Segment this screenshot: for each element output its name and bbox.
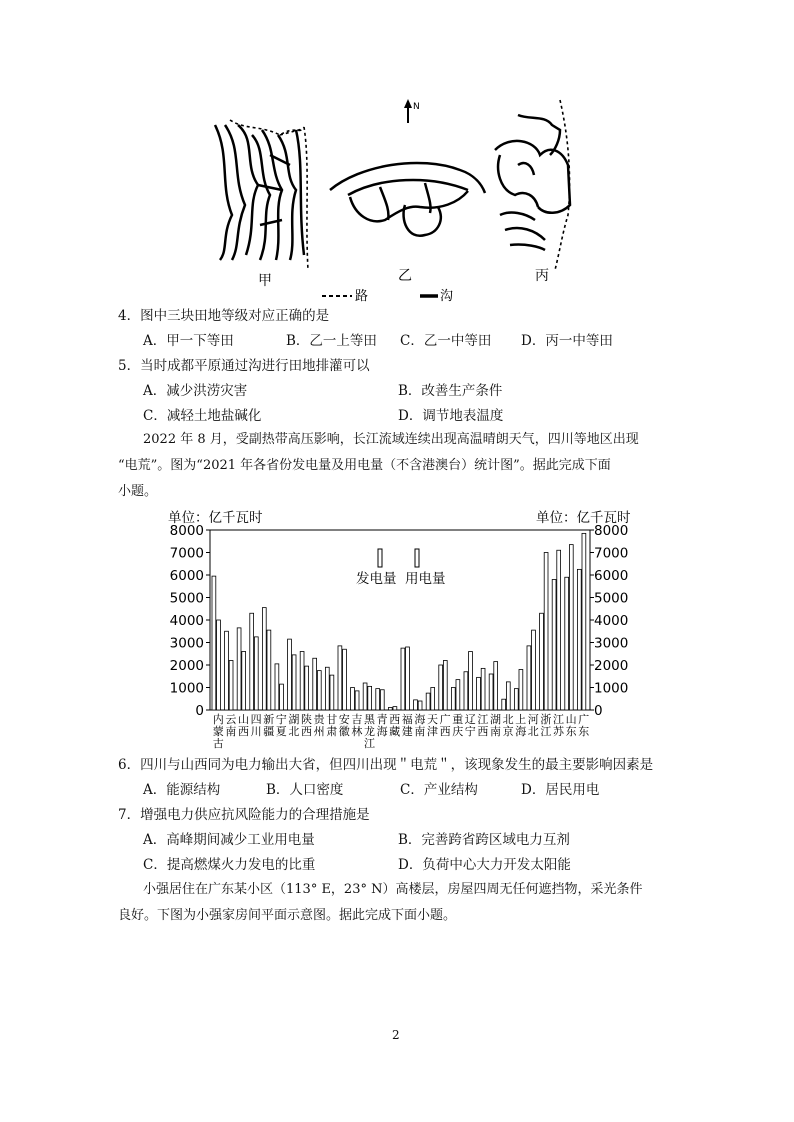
bar-consumption [355,691,359,710]
question-4-option-b[interactable]: B．乙一上等田 [286,333,377,349]
category-label: 东 [578,725,590,738]
question-4-option-c[interactable]: C．乙一中等田 [400,333,492,349]
bar-generation [439,665,443,710]
y-tick-label-left: 7000 [169,545,204,562]
bar-generation [300,652,304,711]
y-tick-label-right: 6000 [594,568,629,584]
y-tick-label-left: 0 [195,703,204,719]
category-label: 西 [301,725,312,738]
question-4-option-a[interactable]: A．甲一下等田 [143,333,234,349]
legend-ditch-label: 沟 [440,289,454,304]
y-tick-label-left: 2000 [169,658,204,674]
label-jia: 甲 [258,273,272,289]
bar-generation [212,576,216,710]
category-label: 川 [250,725,262,738]
bar-consumption [242,652,246,711]
y-tick-label-right: 1000 [594,680,629,697]
bar-consumption [229,661,233,711]
bar-generation [565,577,569,710]
category-label: 海 [515,725,527,738]
category-label: 安 [338,713,350,726]
question-7-option-d[interactable]: D．负荷中心大力开发太阳能 [398,857,571,873]
bar-generation [225,631,229,710]
category-label: 天 [427,713,438,726]
question-5-option-c[interactable]: C．减轻土地盐碱化 [143,408,262,424]
category-label: 山 [238,713,249,726]
road-bing [555,100,570,270]
bar-generation [426,693,430,710]
bar-generation [577,569,581,710]
north-label: N [413,102,420,112]
category-label: 四 [250,713,262,726]
category-label: 龙 [364,725,375,738]
category-label: 西 [238,725,249,738]
question-4-option-d[interactable]: D．丙一中等田 [521,333,613,349]
category-label: 宁 [464,725,476,738]
bar-consumption [431,688,435,711]
category-label: 东 [565,725,577,738]
question-4-stem: 4．图中三块田地等级对应正确的是 [118,308,330,324]
category-label: 海 [376,725,388,738]
chart-unit-right: 单位：亿千瓦时 [536,510,631,526]
y-tick-label-left: 8000 [169,523,204,539]
bar-consumption [519,670,523,711]
category-label: 吉 [351,713,363,726]
question-6-option-a[interactable]: A．能源结构 [143,782,221,798]
bar-consumption [267,630,271,710]
category-label: 甘 [326,713,338,726]
bar-generation [262,608,266,710]
bar-generation [313,658,317,710]
category-label: 南 [414,725,426,738]
intro-2-line-1: 小强居住在广东某小区（113° E，23° N）高楼层，房屋四周无任何遮挡物，采光条件 [143,882,643,897]
category-label: 广 [439,713,451,726]
category-label: 新 [263,713,275,726]
category-label: 肃 [326,725,338,738]
legend-label-generation: 发电量 [356,571,397,587]
bar-consumption [532,630,536,710]
y-tick-label-right: 7000 [594,545,629,562]
category-label: 西 [389,713,401,726]
y-tick-label-right: 5000 [594,590,629,607]
bar-consumption [393,707,397,710]
category-label: 疆 [263,725,275,738]
category-label: 江 [540,725,552,738]
y-tick-label-left: 1000 [169,680,204,697]
field-jia [215,125,304,260]
question-7-option-a[interactable]: A．高峰期间减少工业用电量 [143,832,315,848]
bar-consumption [544,553,548,711]
bar-generation [351,688,355,711]
bar-generation [414,700,418,710]
bar-consumption [368,686,372,710]
category-label: 广 [578,713,590,726]
bar-consumption [569,545,573,710]
field-map [200,95,600,305]
intro-1-line-2: “电荒”。图为“2021 年各省份发电量及用电量（不含港澳台）统计图”。据此完成下面 [118,458,611,473]
category-label: 内 [212,713,224,726]
bar-consumption [292,655,296,710]
category-label: 北 [502,713,514,726]
category-label: 津 [427,725,438,738]
category-label: 云 [225,713,237,726]
category-label: 河 [527,713,539,726]
legend-label-consumption: 用电量 [405,571,446,587]
y-tick-label-left: 5000 [169,590,204,607]
category-label: 林 [351,725,363,738]
page-number: 2 [392,1028,400,1042]
question-5-option-b[interactable]: B．改善生产条件 [398,383,503,399]
question-7-stem: 7．增强电力供应抗风险能力的合理措施是 [118,807,370,823]
bar-consumption [343,649,347,710]
question-7-option-c[interactable]: C．提高燃煤火力发电的比重 [143,857,316,873]
category-label: 北 [527,725,539,738]
bar-consumption [469,652,473,711]
category-label: 西 [439,725,451,738]
y-tick-label-right: 0 [594,703,603,719]
y-tick-label-right: 4000 [594,613,629,629]
bar-consumption [582,533,586,710]
intro-2-line-2: 良好。下图为小强家房间平面示意图。据此完成下面小题。 [118,908,457,923]
category-label: 苏 [553,725,564,738]
electricity-chart [160,505,640,750]
intro-1-line-1: 2022 年 8 月，受副热带高压影响，长江流域连续出现高温晴朗天气，四川等地区出现 [143,432,639,447]
category-label: 南 [225,725,237,738]
question-6-option-b[interactable]: B．人口密度 [266,782,344,798]
y-tick-label-right: 2000 [594,658,629,674]
bar-generation [325,667,329,710]
legend-road-label: 路 [355,289,369,304]
legend-swatch-consumption [415,549,419,567]
intro-1-line-3: 小题。 [118,484,158,499]
bar-generation [237,628,241,710]
category-label: 宁 [275,713,287,726]
bar-consumption [305,666,309,710]
bar-generation [552,580,556,711]
bar-consumption [557,550,561,710]
category-label: 庆 [452,725,464,738]
legend-swatch-generation [378,549,382,567]
map-legend [322,289,453,304]
bar-generation [363,683,367,710]
bar-generation [250,613,254,710]
bar-generation [514,689,518,710]
bar-consumption [406,647,410,710]
category-label: 江 [477,713,489,726]
bar-generation [464,672,468,710]
category-label: 湖 [288,713,300,726]
category-label: 海 [414,713,426,726]
question-5-option-d[interactable]: D．调节地表温度 [398,408,504,424]
label-yi: 乙 [398,268,412,284]
bar-generation [540,613,544,710]
bar-consumption [506,682,510,710]
category-label: 西 [477,725,489,738]
category-label: 辽 [464,713,476,726]
question-5-option-a[interactable]: A．减少洪涝灾害 [143,383,248,399]
bar-generation [275,664,279,710]
category-label: 北 [288,725,300,738]
bar-generation [376,689,380,710]
category-label: 建 [401,725,413,738]
bar-consumption [217,620,221,710]
category-label: 陕 [301,713,312,726]
bar-generation [527,646,531,710]
category-label: 南 [490,725,501,738]
bar-consumption [330,675,334,710]
bar-consumption [443,661,447,711]
north-arrow-icon [404,99,412,123]
bar-generation [388,708,392,710]
bar-generation [401,648,405,710]
category-label: 山 [565,713,577,726]
chart-plot [170,523,629,750]
bar-consumption [481,668,485,710]
bar-generation [338,646,342,710]
y-tick-label-left: 6000 [169,568,204,584]
question-5-stem: 5．当时成都平原通过沟进行田地排灌可以 [118,358,370,374]
category-label: 江 [553,713,564,726]
question-6-option-d[interactable]: D．居民用电 [521,782,600,798]
category-label: 蒙 [212,725,224,738]
category-label: 州 [313,725,325,738]
category-label: 福 [401,713,413,726]
bar-consumption [494,662,498,710]
bar-generation [477,677,481,710]
field-yi [330,163,485,236]
category-label: 重 [452,713,464,726]
bar-consumption [418,701,422,710]
question-6-option-c[interactable]: C．产业结构 [400,782,478,798]
bar-consumption [254,637,258,710]
question-6-stem: 6．四川与山西同为电力输出大省，但四川出现＂电荒＂，该现象发生的最主要影响因素是 [118,757,654,773]
category-label: 徽 [338,725,350,738]
category-label: 夏 [275,725,287,738]
question-7-option-b[interactable]: B．完善跨省跨区域电力互剂 [398,832,570,848]
bar-consumption [380,690,384,710]
y-tick-label-left: 3000 [169,635,204,652]
bar-consumption [317,671,321,710]
chart-unit-left: 单位：亿千瓦时 [168,510,263,526]
category-label: 浙 [540,713,552,726]
y-tick-label-left: 4000 [169,613,204,629]
bar-generation [489,674,493,710]
category-label: 藏 [389,725,401,738]
category-label: 贵 [313,713,325,726]
bar-consumption [280,684,284,710]
bar-generation [502,699,506,710]
field-bing [495,115,570,250]
category-label: 上 [515,713,527,726]
bar-generation [288,639,292,710]
bar-generation [451,688,455,711]
category-label: 京 [502,725,514,738]
label-bing: 丙 [535,268,549,284]
category-label: 古 [212,737,224,750]
y-tick-label-right: 8000 [594,523,629,539]
category-label: 青 [376,713,388,726]
category-label: 江 [364,737,375,750]
bar-consumption [456,680,460,710]
category-label: 湖 [490,713,501,726]
y-tick-label-right: 3000 [594,635,629,652]
category-label: 黑 [364,713,375,726]
